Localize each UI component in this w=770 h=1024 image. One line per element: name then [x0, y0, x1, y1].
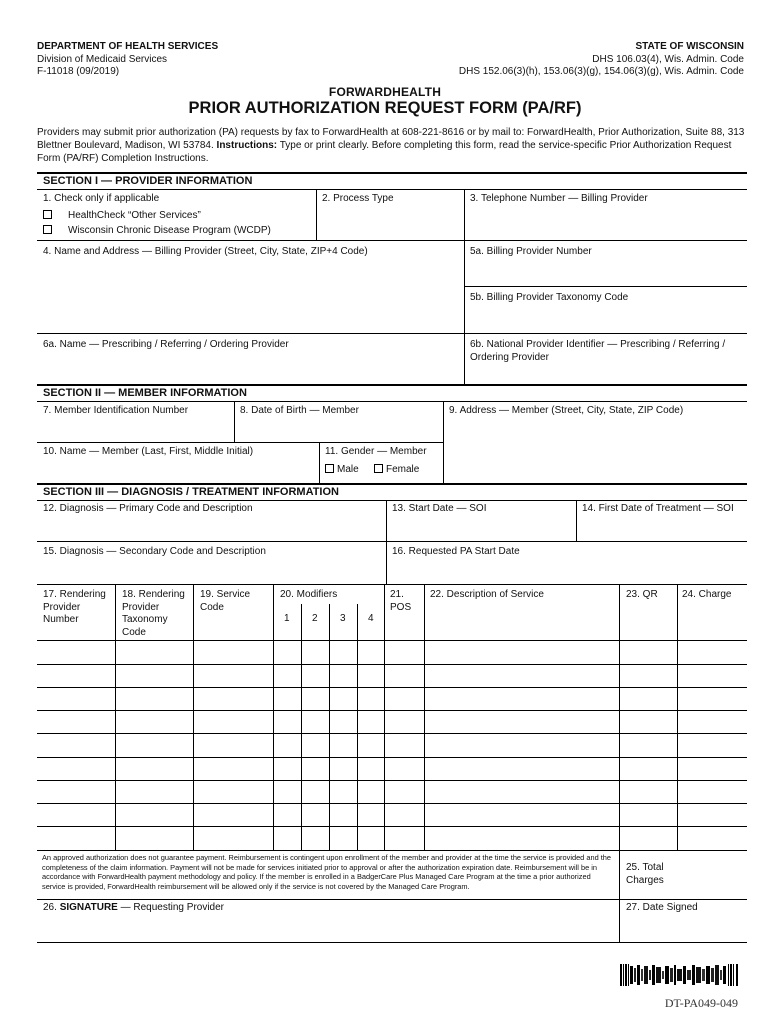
section1-top-rule [37, 172, 747, 174]
header-right [459, 41, 744, 79]
checkbox-female[interactable] [374, 464, 383, 473]
barcode [620, 964, 740, 986]
divider [316, 189, 317, 240]
col-20-header: 20. Modifiers [280, 589, 338, 600]
col-21-header: 21. POS [390, 589, 412, 613]
wcdp-label: Wisconsin Chronic Disease Program (WCDP) [68, 225, 271, 236]
field-12-label[interactable]: 12. Diagnosis — Primary Code and Description [43, 503, 253, 514]
section3-top-rule [37, 483, 747, 485]
field-14-label[interactable]: 14. First Date of Treatment — SOI [582, 503, 734, 514]
field-16-label[interactable]: 16. Requested PA Start Date [392, 546, 520, 557]
field-26-number: 26. [43, 902, 60, 913]
table-row[interactable] [37, 733, 747, 734]
section1-title: SECTION I — PROVIDER INFORMATION [43, 175, 253, 187]
field-6b-label[interactable]: 6b. National Provider Identifier — Prescribing / Referring / Ordering Provider [470, 339, 726, 363]
intro-paragraph [37, 126, 747, 165]
field-27-label[interactable]: 27. Date Signed [626, 902, 698, 913]
field-26-suffix: — Requesting Provider [117, 902, 225, 913]
state-name: STATE OF WISCONSIN [635, 41, 744, 52]
divider [464, 286, 747, 287]
divider [576, 500, 577, 541]
divider [384, 584, 385, 850]
field-3-label[interactable]: 3. Telephone Number — Billing Provider [470, 193, 648, 204]
table-row[interactable] [37, 710, 747, 711]
section2-top-rule [37, 384, 747, 386]
field-7-label[interactable]: 7. Member Identification Number [43, 405, 189, 416]
department-name: DEPARTMENT OF HEALTH SERVICES [37, 41, 219, 52]
field-15-label[interactable]: 15. Diagnosis — Secondary Code and Description [43, 546, 266, 557]
col-23-header: 23. QR [626, 589, 658, 600]
table-row[interactable] [37, 826, 747, 827]
field-6a-label[interactable]: 6a. Name — Prescribing / Referring / Ordering Provider [43, 339, 289, 350]
modifier-4-header: 4 [368, 613, 374, 624]
divider [37, 442, 443, 443]
divider [443, 401, 444, 483]
divider [234, 401, 235, 442]
table-row[interactable] [37, 850, 747, 851]
table-row[interactable] [37, 803, 747, 804]
field-26-label[interactable] [43, 902, 224, 915]
signature-label: SIGNATURE [59, 902, 118, 913]
admin-code-1: DHS 106.03(4), Wis. Admin. Code [592, 53, 744, 65]
intro-text-2: Type or print clearly. Before completing this form, read the service-specific Prior Authorization Request Form (PA/RF) Completion Instructions. [37, 140, 732, 164]
field-13-label[interactable]: 13. Start Date — SOI [392, 503, 487, 514]
col-22-header: 22. Description of Service [430, 589, 544, 600]
table-row[interactable] [37, 757, 747, 758]
divider [273, 584, 274, 850]
col-18-header: 18. Rendering Provider Taxonomy Code [122, 589, 185, 638]
divider [37, 899, 747, 900]
col-17-header: 17. Rendering Provider Number [43, 589, 106, 625]
divider [386, 500, 387, 584]
male-label: Male [337, 464, 359, 475]
disclaimer-text: An approved authorization does not guarantee payment. Reimbursement is contingent upon enrollment of the member and provider at the time the service is provided and the completeness of the claim information. Payment will not be made for services initiated prior to approval or after the authorization expiration date. Reimbursement will be in accordance with ForwardHealth payment methodology and policy. If the member is enrolled in a BadgerCare Plus Managed Care Program at the time a prior authorized service is provided, ForwardHealth reimbursement will be allowed only if the service is not covered by the Managed Care Program. [42, 853, 612, 891]
divider [37, 541, 747, 542]
col-24-header: 24. Charge [682, 589, 732, 600]
gender-female-option[interactable] [374, 464, 419, 477]
modifier-3-header: 3 [340, 613, 346, 624]
checkbox-wcdp[interactable] [43, 225, 52, 234]
wcdp-option[interactable] [43, 225, 271, 238]
divider [37, 584, 747, 585]
header-left [37, 41, 218, 79]
field-25-label[interactable]: 25. Total Charges [626, 862, 664, 886]
divider [115, 584, 116, 850]
gender-male-option[interactable] [325, 464, 359, 477]
forwardhealth-title: FORWARDHEALTH [328, 85, 442, 99]
divider [677, 584, 678, 850]
division-name: Division of Medicaid Services [37, 53, 168, 65]
admin-code-2: DHS 152.06(3)(h), 153.06(3)(g), 154.06(3)(g), Wis. Admin. Code [458, 66, 744, 77]
female-label: Female [386, 464, 420, 475]
table-row[interactable] [37, 780, 747, 781]
field-2-label[interactable]: 2. Process Type [322, 193, 394, 204]
field-4-label[interactable]: 4. Name and Address — Billing Provider (Street, City, State, ZIP+4 Code) [43, 246, 368, 257]
divider [424, 584, 425, 850]
field-1-label: 1. Check only if applicable [43, 193, 160, 204]
divider [37, 401, 747, 402]
intro-text-1: Providers may submit prior authorization (PA) requests by fax to ForwardHealth at 608-221-8616 or by mail to: ForwardHealth, Prior Authorization, Suite 88, 313 Blettner Boulevard, Madison, WI 53784. [37, 127, 745, 151]
table-row[interactable] [37, 640, 747, 641]
instructions-label: Instructions: [216, 140, 278, 151]
col-19-header: 19. Service Code [200, 589, 251, 613]
divider [319, 442, 320, 483]
section2-title: SECTION II — MEMBER INFORMATION [43, 387, 247, 399]
document-id: DT-PA049-049 [664, 996, 738, 1010]
checkbox-healthcheck[interactable] [43, 210, 52, 219]
divider [619, 584, 620, 942]
field-5a-label[interactable]: 5a. Billing Provider Number [470, 246, 592, 257]
divider [37, 942, 747, 943]
section3-title: SECTION III — DIAGNOSIS / TREATMENT INFORMATION [43, 486, 339, 498]
field-11-label: 11. Gender — Member [325, 446, 427, 457]
page-title: PRIOR AUTHORIZATION REQUEST FORM (PA/RF) [188, 99, 582, 117]
field-10-label[interactable]: 10. Name — Member (Last, First, Middle Initial) [43, 446, 254, 457]
table-row[interactable] [37, 687, 747, 688]
divider [193, 584, 194, 850]
divider [37, 189, 747, 190]
form-number: F-11018 (09/2019) [37, 66, 120, 77]
modifier-2-header: 2 [312, 613, 318, 624]
modifier-1-header: 1 [284, 613, 290, 624]
healthcheck-label: HealthCheck “Other Services” [68, 210, 201, 221]
table-row[interactable] [37, 664, 747, 665]
field-8-label[interactable]: 8. Date of Birth — Member [240, 405, 359, 416]
divider [37, 240, 747, 241]
divider [37, 333, 747, 334]
healthcheck-option[interactable] [43, 210, 201, 223]
field-9-label[interactable]: 9. Address — Member (Street, City, State, ZIP Code) [449, 405, 684, 416]
field-5b-label[interactable]: 5b. Billing Provider Taxonomy Code [470, 292, 629, 303]
divider [37, 500, 747, 501]
checkbox-male[interactable] [325, 464, 334, 473]
